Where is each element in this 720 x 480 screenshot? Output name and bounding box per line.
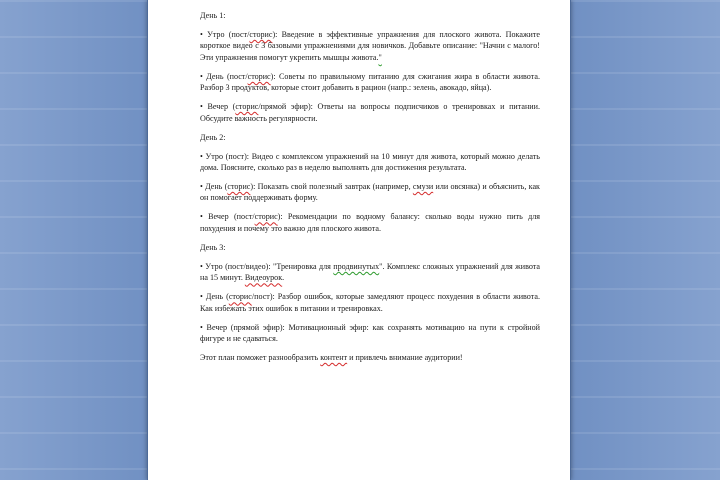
text-run: • Утро (пост/ [200,30,250,39]
text-run: Этот план поможет разнообразить [200,353,321,363]
spelling-error-word: сторис [247,71,271,81]
text-run: • День (пост/ [200,71,248,81]
paragraph [200,29,540,63]
text-run: ". Комплекс сложных упражнений для живота на 15 минут. [200,261,540,283]
paragraph [200,71,540,94]
paragraph [200,181,540,204]
text-run: ): Рекомендации по водному балансу: сколько воды нужно пить для похудения и почему это важно для плоского живота. [200,212,540,233]
spelling-error-word: сторис [228,292,252,302]
spelling-error-word: сторис [249,30,273,39]
spelling-error-word: сторис [235,102,259,112]
text-run: ): Советы по правильному питанию для сжигания жира в области живота. Разбор 3 продуктов, которые стоит добавить в рацион (напр.: зелень, авокадо, яйца). [200,71,540,93]
text-run: • Вечер ( [200,102,236,112]
text-run: ): Введение в эффективные упражнения для плоского живота. Покажите короткое видео с 3 базовыми упражнениями для новичков. Добавьте описание: "Начни с малого! Эти упражнения помогут укрепить мышцы живота. [200,30,541,62]
text-run: и привлечь внимание аудитории! [347,353,463,363]
day-heading: День 2: [200,132,226,142]
text-run: • Утро (пост/видео): "Тренировка для [200,261,334,271]
text-run: • Вечер (пост/ [200,212,255,222]
grammar-error-mark: " [378,52,382,62]
spelling-error-word: сторис [254,212,278,222]
text-run: или овсянка) и объяснить, как он помогает поддерживать форму. [200,182,540,203]
text-run: ): Показать свой полезный завтрак (например, [250,182,413,192]
text-run: • День ( [200,292,229,302]
spelling-error-word: Видеоурок [244,273,283,283]
text-run: /прямой эфир): Ответы на вопросы подписчиков о тренировках и питании. Обсудите важность регулярности. [200,102,540,123]
paragraph [200,261,540,284]
spelling-error-word: контент [320,353,348,363]
grammar-error-mark: продвинутых [333,261,380,271]
text-run: /пост): Разбор ошибок, которые замедляют процесс похудения в области живота. Как избежать этих ошибок в питании и тренировках. [200,292,540,313]
paragraph [200,101,540,124]
paragraph [200,291,540,314]
paragraph [200,352,540,363]
spelling-error-word: сторис [227,182,251,192]
document-page[interactable] [148,0,570,480]
day-heading: День 1: [200,11,226,20]
paragraph [200,151,540,174]
text-run: • День ( [200,182,228,192]
paragraph [200,322,540,345]
text-run: • Утро (пост): Видео с комплексом упражнений на 10 минут для живота, который можно делать дома. Поясните, сколько раз в неделю выполнять для достижения результата. [200,151,540,173]
paragraph [200,211,540,234]
day-heading: День 3: [200,242,226,252]
text-run: • Вечер (прямой эфир): Мотивационный эфир: как сохранять мотивацию на пути к стройной фигуре и не сдаваться. [200,322,540,344]
document-body[interactable] [200,10,540,371]
text-run: . [282,273,285,283]
spelling-error-word: смузи [412,182,434,192]
